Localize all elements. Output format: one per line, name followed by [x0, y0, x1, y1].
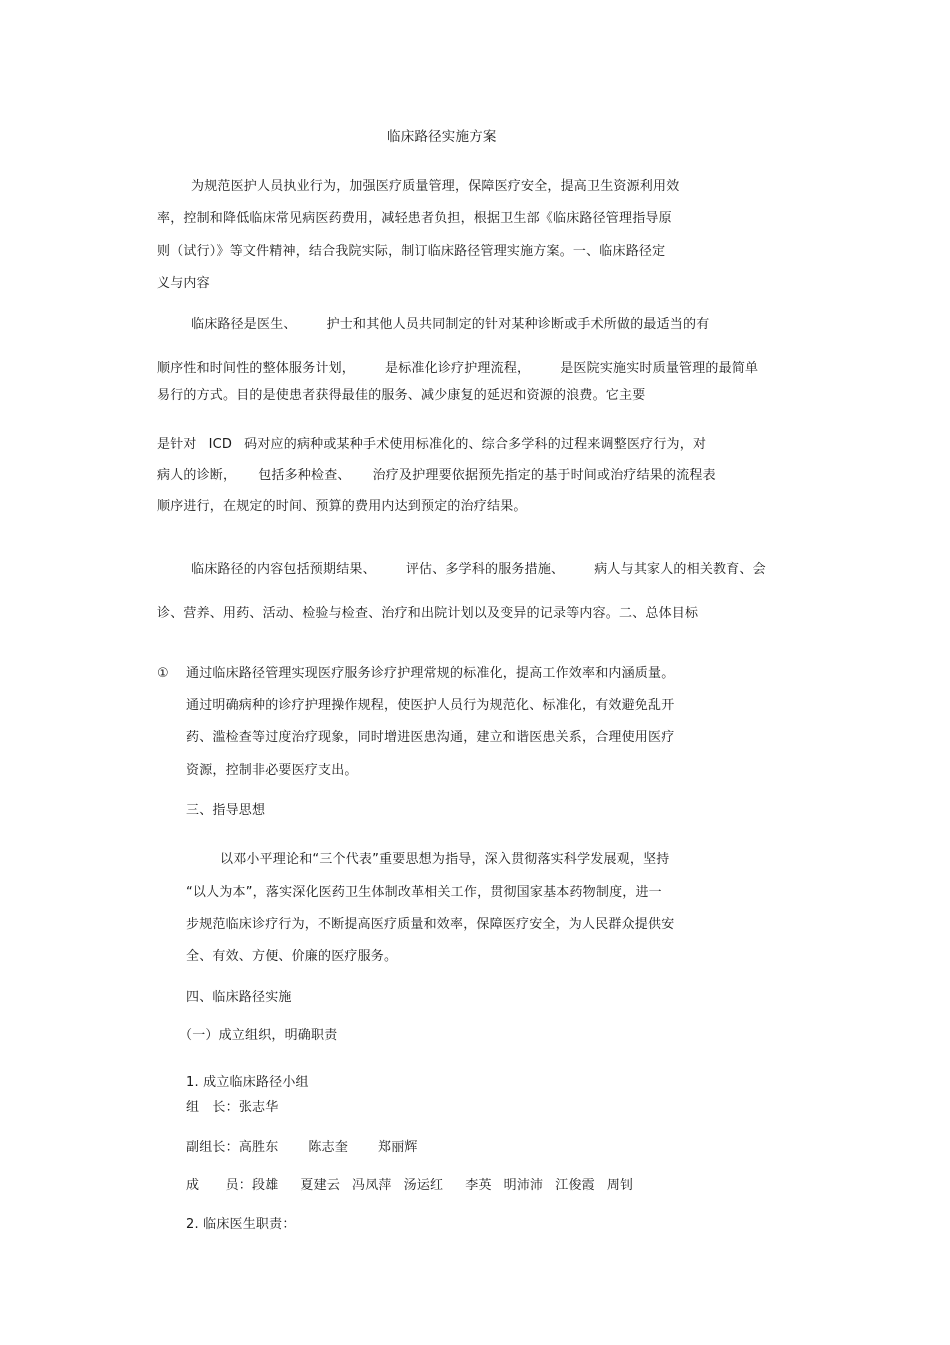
goal-line-1: 通过临床路径管理实现医疗服务诊疗护理常规的标准化，提高工作效率和内涵质量。	[186, 666, 675, 681]
definition-line-4-a: 是针对	[157, 437, 197, 452]
definition-line-2-c: 是医院实施实时质量管理的最简单	[560, 361, 759, 376]
definition-line-5-b: 包括多种检查、	[258, 468, 351, 483]
definition-line-4	[157, 436, 706, 454]
section-3-line-4: 全、有效、方便、价廉的医疗服务。	[186, 949, 398, 964]
deputy-row	[186, 1139, 418, 1157]
goal-line-2: 通过明确病种的诊疗护理操作规程，使医护人员行为规范化、标准化，有效避免乱开	[186, 698, 675, 713]
section-3-line-2: “以人为本”，落实深化医药卫生体制改革相关工作，贯彻国家基本药物制度，进一	[186, 885, 662, 900]
members-row	[186, 1177, 633, 1195]
section-4-item-2: 2. 临床医生职责：	[186, 1217, 296, 1232]
content-line-1-a: 临床路径的内容包括预期结果、	[191, 562, 376, 577]
definition-line-4-b: ICD	[208, 437, 233, 452]
member-name: 冯凤萍	[352, 1178, 392, 1193]
section-3-line-1: 以邓小平理论和“三个代表”重要思想为指导，深入贯彻落实科学发展观，坚持	[220, 852, 670, 867]
definition-line-3: 易行的方式。目的是使患者获得最佳的服务、减少康复的延迟和资源的浪费。它主要	[157, 388, 646, 403]
definition-line-5-c: 治疗及护理要依据预先指定的基于时间或治疗结果的流程表	[372, 468, 716, 483]
definition-line-1	[191, 316, 709, 334]
intro-line-4: 义与内容	[157, 276, 210, 291]
deputy-name: 陈志奎	[308, 1140, 349, 1155]
section-3-heading: 三、指导思想	[186, 803, 266, 818]
deputy-name: 高胜东	[238, 1140, 279, 1155]
definition-line-4-c: 码对应的病种或某种手术使用标准化的、综合多学科的过程来调整医疗行为，对	[244, 437, 707, 452]
deputy-name: 郑丽辉	[378, 1140, 418, 1155]
definition-line-2	[157, 360, 758, 378]
definition-line-2-b: 是标准化诊疗护理流程，	[385, 361, 531, 376]
definition-line-1-b: 护士和其他人员共同制定的针对某种诊断或手术所做的最适当的有	[326, 317, 710, 332]
intro-line-3: 则（试行）》等文件精神，结合我院实际，制订临床路径管理实施方案。一、临床路径定	[157, 244, 666, 259]
section-4-item-1: 1. 成立临床路径小组	[186, 1075, 309, 1090]
leader-row	[186, 1099, 278, 1117]
member-name: 夏建云	[300, 1178, 341, 1193]
content-line-1-c: 病人与其家人的相关教育、会	[594, 562, 766, 577]
section-4-heading: 四、临床路径实施	[186, 990, 292, 1005]
goal-marker: ①	[157, 666, 169, 681]
definition-line-5-a: 病人的诊断，	[157, 468, 237, 483]
goal-line-3: 药、滥检查等过度治疗现象，同时增进医患沟通，建立和谐医患关系，合理使用医疗	[186, 730, 675, 745]
definition-line-6: 顺序进行，在规定的时间、预算的费用内达到预定的治疗结果。	[157, 499, 527, 514]
member-name: 江俊霞	[555, 1178, 595, 1193]
definition-line-5	[157, 467, 716, 485]
intro-line-1: 为规范医护人员执业行为，加强医疗质量管理，保障医疗安全，提高卫生资源利用效	[191, 179, 680, 194]
leader-label: 组 长：	[186, 1100, 239, 1115]
member-name: 明沛沛	[503, 1178, 544, 1193]
content-line-1-b: 评估、多学科的服务措施、	[405, 562, 565, 577]
member-name: 周钊	[606, 1178, 634, 1193]
members-label: 成 员：	[186, 1178, 253, 1193]
content-line-1	[191, 561, 766, 579]
section-4-sub-1: （一）成立组织，明确职责	[179, 1028, 338, 1043]
definition-line-2-a: 顺序性和时间性的整体服务计划，	[157, 361, 356, 376]
section-3-line-3: 步规范临床诊疗行为，不断提高医疗质量和效率，保障医疗安全，为人民群众提供安	[186, 917, 675, 932]
goal-line-4: 资源，控制非必要医疗支出。	[186, 763, 358, 778]
intro-line-2: 率，控制和降低临床常见病医药费用，减轻患者负担，根据卫生部《临床路径管理指导原	[157, 211, 672, 226]
leader-name: 张志华	[238, 1100, 279, 1115]
content-line-2: 诊、营养、用药、活动、检验与检查、治疗和出院计划以及变异的记录等内容。二、总体目标	[157, 606, 699, 621]
document-title: 临床路径实施方案	[387, 129, 497, 145]
member-name: 李英	[465, 1178, 492, 1193]
member-name: 段雄	[252, 1178, 279, 1193]
definition-line-1-a: 临床路径是医生、	[191, 317, 297, 332]
member-name: 汤运红	[403, 1178, 444, 1193]
deputy-label: 副组长：	[186, 1140, 239, 1155]
